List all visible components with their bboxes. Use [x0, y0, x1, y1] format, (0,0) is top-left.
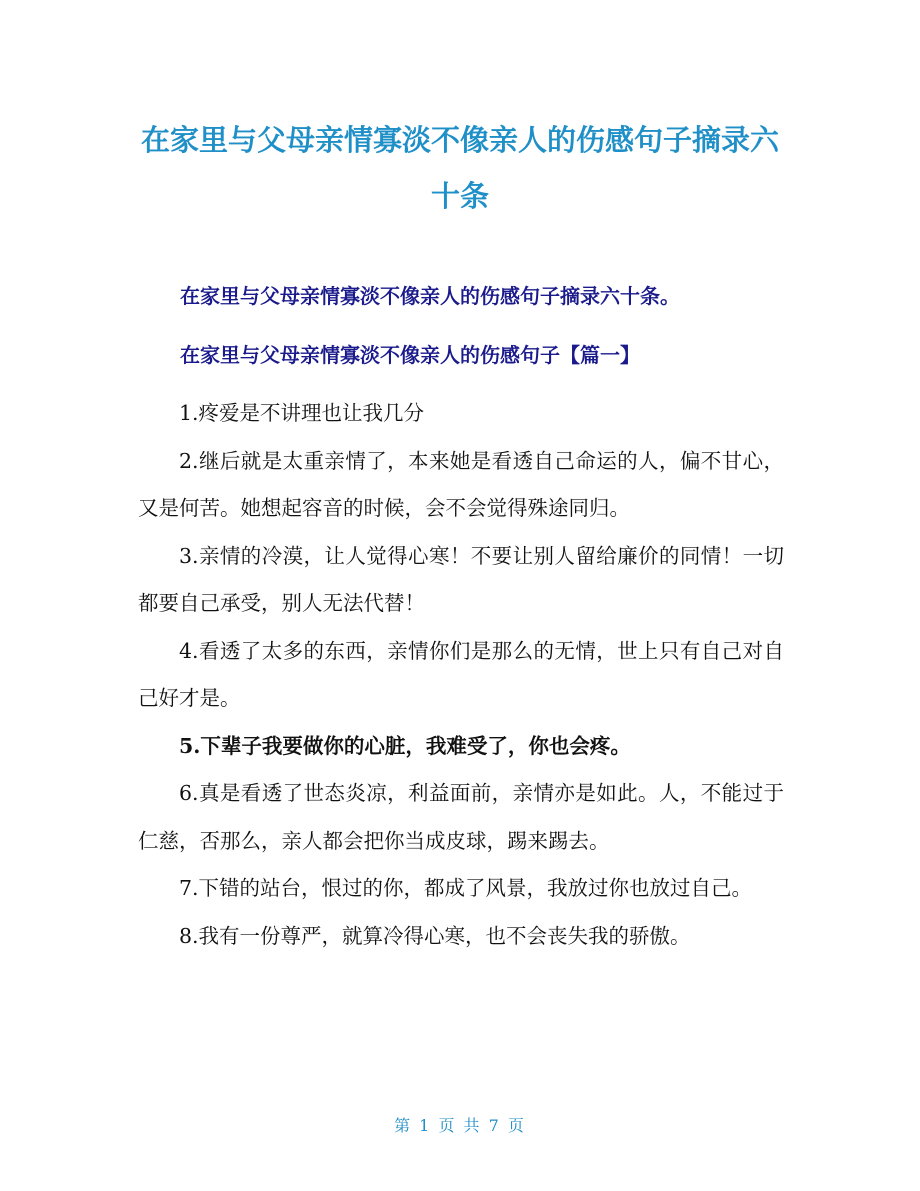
paragraph-3: 3.亲情的冷漠，让人觉得心寒！不要让别人留给廉价的同情！一切都要自己承受，别人无法代替！	[138, 543, 784, 615]
intro-heading: 在家里与父母亲情寡淡不像亲人的伤感句子摘录六十条。	[180, 284, 680, 308]
paragraph-7: 7.下错的站台，恨过的你，都成了风景，我放过你也放过自己。	[179, 876, 753, 900]
body-text	[138, 390, 784, 960]
paragraph-8: 8.我有一份尊严，就算冷得心寒，也不会丧失我的骄傲。	[179, 923, 691, 948]
paragraph-5: 5.下辈子我要做你的心脏，我难受了，你也会疼。	[179, 733, 631, 758]
paragraph-2: 2.继后就是太重亲情了，本来她是看透自己命运的人，偏不甘心，又是何苦。她想起容音的时候，会不会觉得殊途同归。	[138, 448, 784, 520]
document-title: 在家里与父母亲情寡淡不像亲人的伤感句子摘录六十条	[140, 123, 779, 213]
section-heading: 在家里与父母亲情寡淡不像亲人的伤感句子【篇一】	[180, 343, 640, 367]
page-footer: 第 1 页 共 7 页	[394, 1116, 526, 1135]
paragraph-1: 1.疼爱是不讲理也让我几分	[179, 401, 425, 425]
paragraph-4: 4.看透了太多的东西，亲情你们是那么的无情，世上只有自己对自己好才是。	[138, 638, 784, 710]
paragraph-6: 6.真是看透了世态炎凉，利益面前，亲情亦是如此。人，不能过于仁慈，否那么，亲人都会把你当成皮球，踢来踢去。	[138, 781, 784, 853]
